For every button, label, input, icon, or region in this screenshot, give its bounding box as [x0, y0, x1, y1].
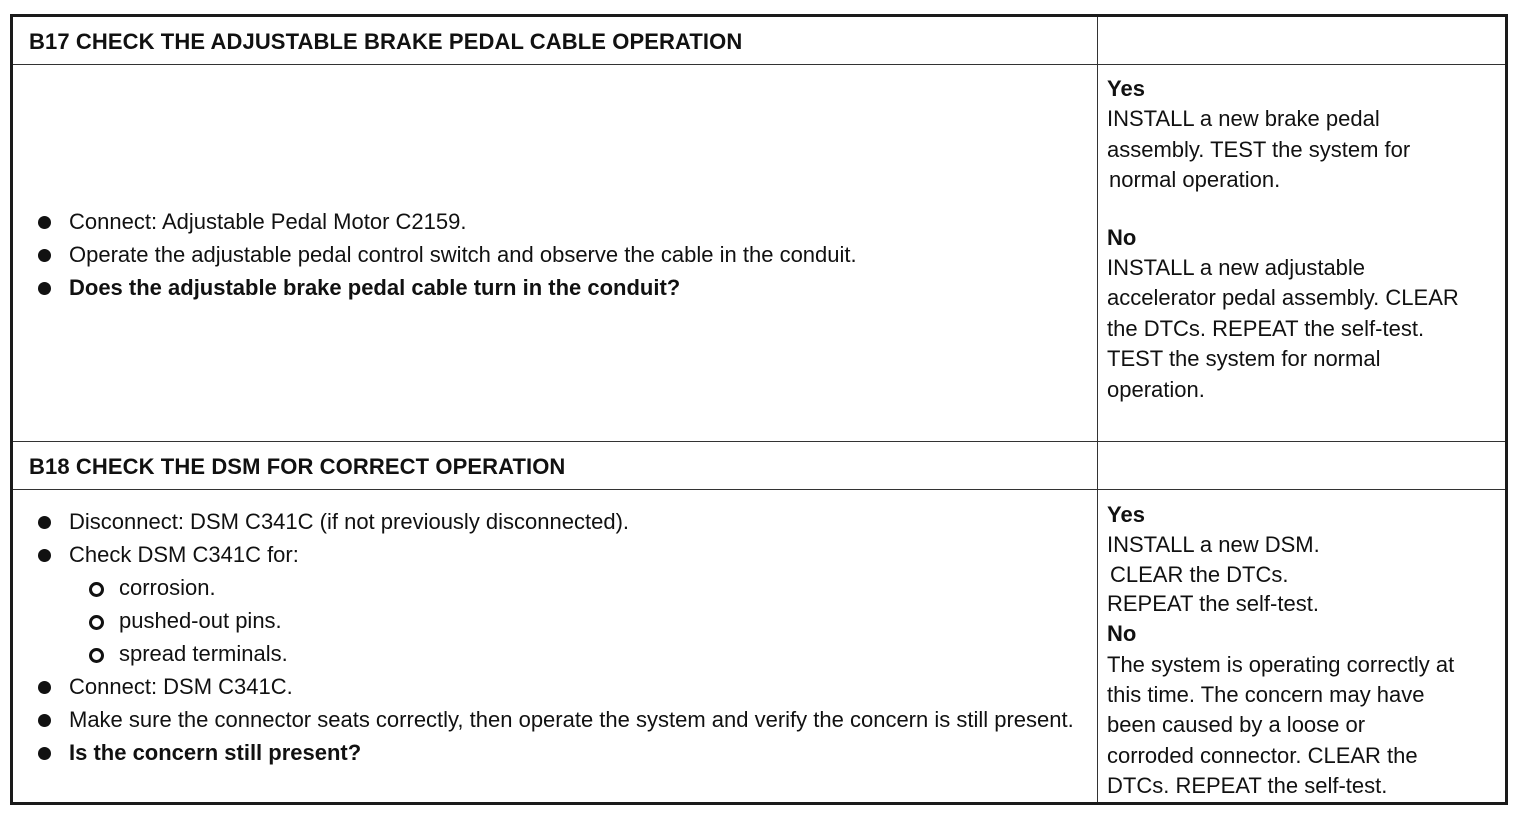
no-line: been caused by a loose or: [1107, 712, 1366, 738]
action-text: pushed-out pins.: [119, 608, 282, 633]
sub-list-item: [13, 637, 1129, 670]
no-line: corroded connector. CLEAR the: [1107, 742, 1418, 768]
bullet-icon: [38, 681, 51, 694]
sub-list-item: [13, 604, 1129, 637]
bullet-icon: [38, 516, 51, 529]
yes-label: Yes: [1107, 502, 1145, 527]
bullet-icon: [38, 747, 51, 760]
list-item: [13, 238, 1079, 271]
circle-bullet-icon: [89, 582, 104, 597]
bullet-icon: [38, 549, 51, 562]
no-line: TEST the system for normal: [1107, 346, 1381, 372]
row-divider-b18-header: [13, 489, 1505, 490]
list-item: [13, 736, 1079, 769]
yes-line: INSTALL a new DSM.: [1107, 532, 1320, 558]
bullet-icon: [38, 282, 51, 295]
action-text: spread terminals.: [119, 641, 288, 666]
list-item: [13, 670, 1079, 703]
circle-bullet-icon: [89, 615, 104, 630]
yes-line: INSTALL a new brake pedal: [1107, 106, 1380, 132]
question-text: Does the adjustable brake pedal cable turn in the conduit?: [69, 275, 681, 300]
bullet-icon: [38, 714, 51, 727]
action-text: Check DSM C341C for:: [69, 542, 299, 567]
no-line: accelerator pedal assembly. CLEAR: [1107, 285, 1459, 311]
no-label: No: [1107, 224, 1137, 250]
list-item: [13, 505, 1079, 538]
no-line: DTCs. REPEAT the self-test.: [1107, 773, 1388, 799]
no-line: INSTALL a new adjustable: [1107, 255, 1366, 281]
no-label: No: [1107, 621, 1137, 647]
action-text: Connect: DSM C341C.: [69, 674, 293, 699]
action-text: Connect: Adjustable Pedal Motor C2159.: [69, 209, 467, 234]
no-line: operation.: [1107, 376, 1205, 402]
yes-line: REPEAT the self-test.: [1107, 590, 1319, 616]
yes-line: CLEAR the DTCs.: [1110, 561, 1289, 587]
step-title-b17: B17 CHECK THE ADJUSTABLE BRAKE PEDAL CABLE OPERATION: [29, 29, 743, 54]
yes-line: normal operation.: [1109, 167, 1281, 193]
circle-bullet-icon: [89, 648, 104, 663]
action-list-b17: [13, 205, 1079, 304]
action-text: Make sure the connector seats correctly, then operate the system and verify the concern is still present.: [69, 707, 1074, 732]
action-list-b18: [13, 505, 1129, 769]
no-line: the DTCs. REPEAT the self-test.: [1107, 315, 1425, 341]
answer-b17: [1107, 74, 1507, 405]
list-item: [13, 538, 1079, 571]
answer-b18: [1107, 500, 1507, 802]
bullet-icon: [38, 216, 51, 229]
bullet-icon: [38, 249, 51, 262]
question-text: Is the concern still present?: [69, 740, 362, 765]
step-title-b18: B18 CHECK THE DSM FOR CORRECT OPERATION: [29, 454, 566, 479]
action-text: Operate the adjustable pedal control switch and observe the cable in the conduit.: [69, 242, 857, 267]
row-divider-b17-header: [13, 64, 1505, 65]
list-item: [13, 205, 1079, 238]
no-line: The system is operating correctly at: [1107, 651, 1455, 677]
row-divider-b18-start: [13, 441, 1505, 442]
sub-list-item: [13, 571, 1129, 604]
action-text: corrosion.: [119, 575, 216, 600]
diagnostic-table: [10, 14, 1508, 805]
action-text: Disconnect: DSM C341C (if not previously disconnected).: [69, 509, 630, 534]
list-item: [13, 271, 1079, 304]
no-line: this time. The concern may have: [1107, 682, 1425, 708]
yes-line: assembly. TEST the system for: [1107, 136, 1411, 162]
list-item: [13, 703, 1079, 736]
yes-label: Yes: [1107, 76, 1145, 101]
